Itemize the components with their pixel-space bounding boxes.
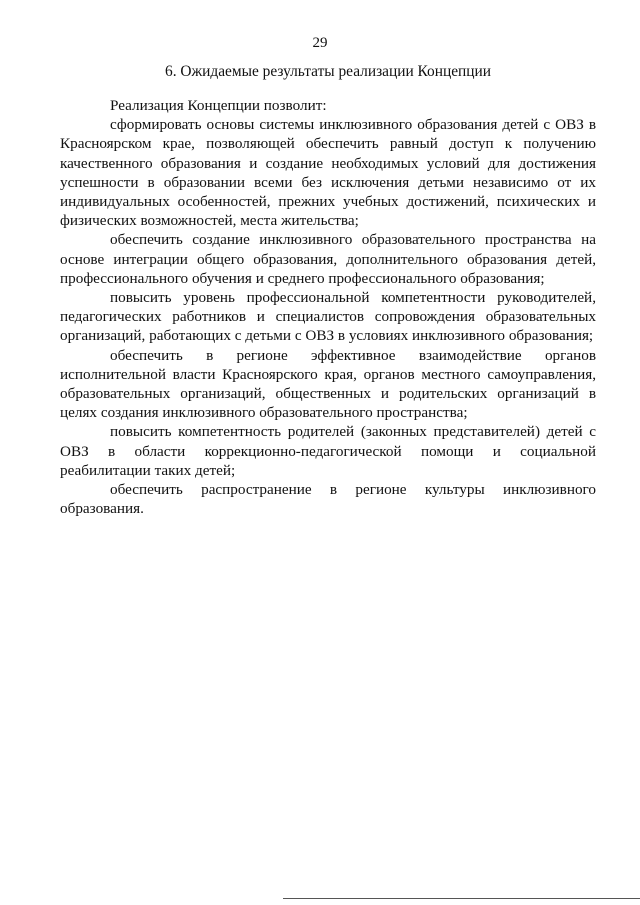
result-item-5: повысить компетентность родителей (законных представителей) детей с ОВЗ в области коррекционно-педагогической помощи и социальной реабилитации таких детей; bbox=[60, 423, 596, 479]
page-number: 29 bbox=[312, 35, 328, 51]
result-item-3: повысить уровень профессиональной компетентности руководителей, педагогических работников и специалистов сопровождения образовательных организаций, работающих с детьми с ОВЗ в условиях инклюзивного образования; bbox=[60, 289, 596, 345]
intro-paragraph: Реализация Концепции позволит: bbox=[110, 97, 327, 114]
section-title: 6. Ожидаемые результаты реализации Концепции bbox=[165, 63, 491, 80]
result-item-1: сформировать основы системы инклюзивного образования детей с ОВЗ в Красноярском крае, позволяющей обеспечить равный доступ к получению качественного образования и создание необходимых условий для достижения успешности в образовании всеми без исключения детьми независимо от их индивидуальных особенностей, прежних учебных достижений, психических и физических возможностей, места жительства; bbox=[60, 116, 596, 230]
result-item-2: обеспечить создание инклюзивного образовательного пространства на основе интеграции общего образования, дополнительного образования детей, профессионального обучения и среднего профессионального образования; bbox=[60, 231, 596, 287]
result-item-4: обеспечить в регионе эффективное взаимодействие органов исполнительной власти Красноярского края, органов местного самоуправления, образовательных организаций, общественных и родительских организаций в целях создания инклюзивного образовательного пространства; bbox=[60, 346, 596, 422]
result-item-6: обеспечить распространение в регионе культуры инклюзивного образования. bbox=[60, 481, 596, 518]
footer-rule bbox=[283, 898, 640, 899]
body-text bbox=[60, 96, 596, 518]
